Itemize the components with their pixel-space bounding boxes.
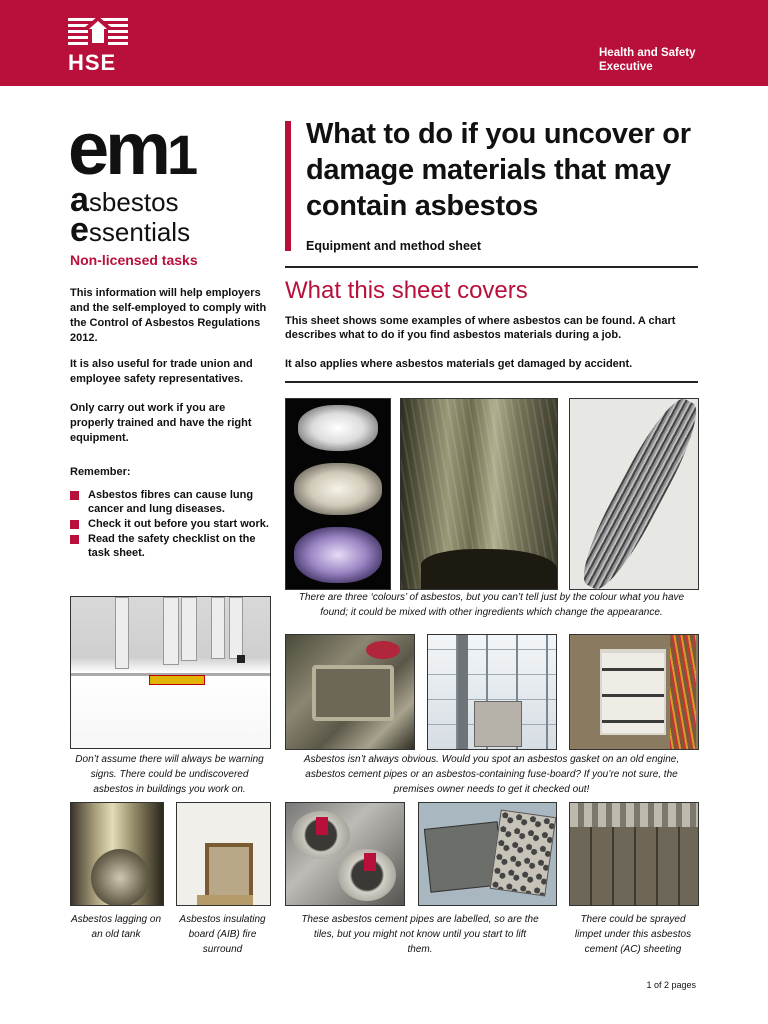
pipes-warning-sign-photo: [70, 596, 271, 749]
doc-type: Equipment and method sheet: [306, 239, 482, 253]
hse-logo-icon: [68, 16, 128, 50]
tank-lagging-photo: [70, 802, 164, 906]
caption-sprayed: There could be sprayed limpet under this asbestos cement (AC) sheeting: [574, 914, 692, 955]
labelled-pipes-photo: [285, 802, 405, 906]
square-bullet-icon: [70, 520, 79, 529]
intro-paragraph-2: It is also useful for trade union and employee safety representatives.: [70, 358, 253, 385]
series-line-1: asbestos: [70, 181, 179, 219]
divider: [285, 266, 698, 268]
caption-aib: Asbestos insulating board (AIB) fire surround: [179, 914, 266, 955]
title-accent-bar: [285, 121, 291, 251]
cement-pipes-photo: [427, 634, 557, 750]
section-heading: What this sheet covers: [285, 277, 528, 304]
body-paragraph-1: This sheet shows some examples of where asbestos can be found. A chart describes what to do if you find asbestos materials during a job.: [285, 315, 676, 341]
subtitle: Non-licensed tasks: [70, 252, 198, 268]
asbestos-colours-photo: [285, 398, 391, 590]
fibre-strand-photo: [569, 398, 699, 590]
list-item: Check it out before you start work.: [70, 517, 270, 531]
list-item: Asbestos fibres can cause lung cancer and lung diseases.: [70, 488, 270, 516]
logo-text: HSE: [68, 50, 117, 75]
caption-not-obvious: Asbestos isn’t always obvious. Would you spot an asbestos gasket on an old engine, asbestos cement pipes or an asbestos-containing fuse-board? If you’re not sure, the premises owner needs to get it checked out!: [303, 754, 680, 795]
square-bullet-icon: [70, 491, 79, 500]
fuse-board-photo: [569, 634, 699, 750]
caption-colours: There are three ‘colours’ of asbestos, but you can’t tell just by the colour what you have found; it could be mixed with other ingredients which change the appearance.: [298, 592, 685, 618]
main-title: What to do if you uncover or damage materials that may contain asbestos: [306, 118, 691, 222]
remember-heading: Remember:: [70, 466, 131, 478]
caption-pipes-tiles: These asbestos cement pipes are labelled, so are the tiles, but you might not know until you start to lift them.: [301, 914, 539, 955]
fire-surround-photo: [176, 802, 271, 906]
caption-warning-signs: Don’t assume there will always be warning signs. There could be undiscovered asbestos in buildings you work on.: [75, 754, 264, 795]
body-paragraph-2: It also applies where asbestos materials get damaged by accident.: [285, 358, 633, 370]
divider: [285, 381, 698, 383]
series-line-2: essentials: [70, 211, 191, 249]
org-name: Health and Safety Executive: [599, 47, 696, 73]
engine-gasket-photo: [285, 634, 415, 750]
fibrous-asbestos-photo: [400, 398, 558, 590]
intro-paragraph-3: Only carry out work if you are properly trained and have the right equipment.: [70, 402, 252, 444]
caption-lagging: Asbestos lagging on an old tank: [70, 914, 162, 940]
floor-tiles-photo: [418, 802, 557, 906]
intro-paragraph-1: This information will help employers and the self-employed to comply with the Control of Asbestos Regulations 2012.: [70, 287, 267, 344]
ac-sheeting-photo: [569, 802, 699, 906]
list-item: Read the safety checklist on the task sheet.: [70, 532, 270, 560]
square-bullet-icon: [70, 535, 79, 544]
sheet-code: em1: [68, 107, 199, 190]
remember-list: [70, 488, 270, 561]
page-number: 1 of 2 pages: [646, 980, 696, 990]
